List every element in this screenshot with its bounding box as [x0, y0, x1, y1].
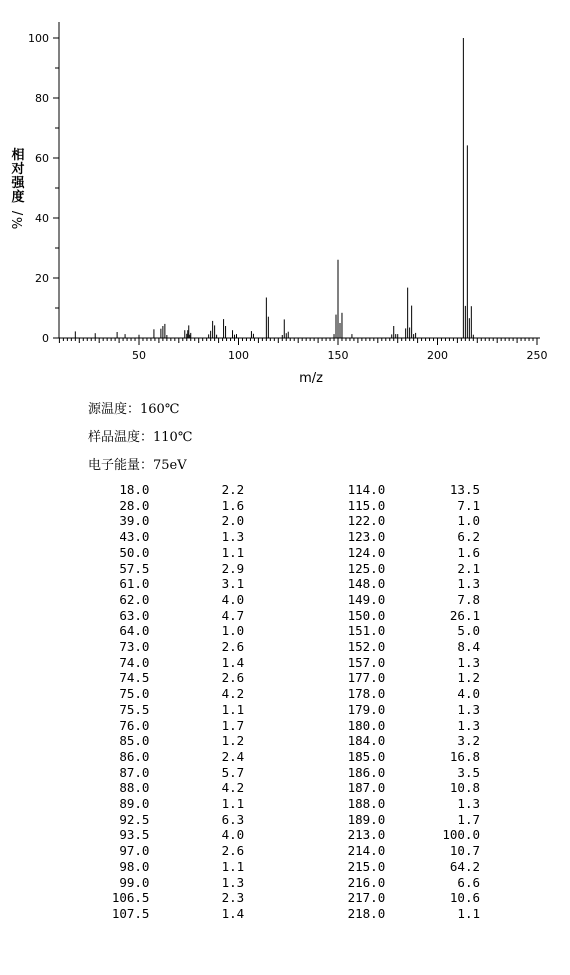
mz-cell: 28.0 — [119, 497, 150, 513]
intensity-cell: 1.6 — [457, 544, 480, 560]
mz-cell: 57.5 — [119, 560, 150, 576]
mz-cell: 74.0 — [119, 654, 150, 670]
mz-cell: 177.0 — [347, 670, 386, 686]
mz-cell: 99.0 — [119, 874, 150, 890]
x-tick-label: 100 — [228, 349, 249, 362]
intensity-cell: 3.2 — [457, 733, 480, 749]
table-row — [80, 482, 480, 498]
mz-cell: 178.0 — [347, 686, 386, 702]
mz-cell: 184.0 — [347, 733, 386, 749]
y-tick-label: 100 — [28, 32, 49, 45]
mz-cell: 151.0 — [347, 623, 386, 639]
table-row — [80, 670, 480, 686]
intensity-cell: 1.1 — [221, 544, 245, 560]
mz-cell: 157.0 — [347, 654, 386, 670]
mz-cell: 152.0 — [347, 639, 386, 655]
table-row — [80, 498, 480, 514]
mz-cell: 64.0 — [119, 623, 150, 639]
mz-cell: 122.0 — [347, 513, 386, 529]
mz-cell: 123.0 — [347, 529, 386, 545]
intensity-cell: 4.2 — [221, 686, 245, 702]
intensity-cell: 1.0 — [457, 513, 480, 529]
mz-cell: 85.0 — [119, 733, 150, 749]
mz-cell: 92.5 — [119, 811, 150, 827]
x-ticks — [59, 338, 547, 362]
table-row — [80, 639, 480, 655]
y-axis-title-char: 度 — [11, 190, 25, 205]
intensity-cell: 10.6 — [449, 890, 480, 906]
intensity-cell: 1.2 — [221, 733, 245, 749]
mz-cell: 124.0 — [347, 544, 386, 560]
intensity-cell: 6.3 — [221, 811, 245, 827]
intensity-cell: 2.6 — [221, 670, 245, 686]
mz-cell: 107.5 — [111, 905, 150, 921]
mz-cell: 88.0 — [119, 780, 150, 796]
y-tick-label: 20 — [35, 272, 49, 285]
mz-cell: 115.0 — [347, 497, 386, 513]
mass-spectrum-chart — [0, 0, 570, 395]
intensity-cell: 13.5 — [449, 482, 480, 497]
mz-cell: 148.0 — [347, 576, 386, 592]
mz-cell: 18.0 — [119, 482, 150, 497]
table-row — [80, 561, 480, 577]
intensity-cell: 1.3 — [457, 701, 480, 717]
mz-cell: 185.0 — [347, 748, 386, 764]
intensity-cell: 3.1 — [221, 576, 245, 592]
intensity-cell: 6.6 — [457, 874, 480, 890]
intensity-cell: 1.1 — [221, 796, 245, 812]
mz-cell: 150.0 — [347, 607, 386, 623]
table-row — [80, 890, 480, 906]
intensity-cell: 2.6 — [221, 843, 245, 859]
y-tick-label: 0 — [42, 332, 49, 345]
mz-cell: 180.0 — [347, 717, 386, 733]
mz-cell: 187.0 — [347, 780, 386, 796]
mz-cell: 106.5 — [111, 890, 150, 906]
mz-cell: 188.0 — [347, 796, 386, 812]
x-axis-title: m/z — [299, 371, 323, 386]
spectrum-bars — [75, 38, 473, 338]
x-tick-label: 50 — [132, 349, 146, 362]
table-row — [80, 576, 480, 592]
mz-cell: 86.0 — [119, 748, 150, 764]
intensity-cell: 4.0 — [221, 591, 245, 607]
table-row — [80, 827, 480, 843]
intensity-cell: 2.6 — [221, 639, 245, 655]
table-row — [80, 843, 480, 859]
peak-table — [80, 482, 480, 922]
intensity-cell: 26.1 — [449, 607, 480, 623]
table-row — [80, 608, 480, 624]
intensity-cell: 2.9 — [221, 560, 245, 576]
intensity-cell: 7.1 — [457, 497, 480, 513]
mz-cell: 87.0 — [119, 764, 150, 780]
x-tick-label: 150 — [327, 349, 349, 362]
mz-cell: 75.0 — [119, 686, 150, 702]
y-tick-label: 40 — [35, 212, 49, 225]
y-axis-title-char: 相 — [11, 148, 25, 163]
table-row — [80, 592, 480, 608]
source-temperature: 源温度：160℃ — [88, 402, 180, 417]
table-row — [80, 765, 480, 781]
intensity-cell: 16.8 — [449, 748, 480, 764]
mz-cell: 186.0 — [347, 764, 386, 780]
intensity-cell: 1.0 — [221, 623, 245, 639]
mz-cell: 215.0 — [347, 858, 386, 874]
intensity-cell: 4.0 — [221, 827, 245, 843]
intensity-cell: 3.5 — [457, 764, 480, 780]
mz-cell: 216.0 — [347, 874, 386, 890]
intensity-cell: 7.8 — [457, 591, 480, 607]
mz-cell: 97.0 — [119, 843, 150, 859]
mz-cell: 217.0 — [347, 890, 386, 906]
y-axis-title-char: / — [11, 210, 26, 216]
table-row — [80, 780, 480, 796]
table-row — [80, 733, 480, 749]
intensity-cell: 1.1 — [221, 701, 245, 717]
mz-cell: 218.0 — [347, 905, 386, 921]
sample-temperature: 样品温度：110℃ — [88, 430, 193, 445]
table-row — [80, 875, 480, 891]
mz-cell: 63.0 — [119, 607, 150, 623]
intensity-cell: 1.3 — [221, 874, 245, 890]
mz-cell: 62.0 — [119, 591, 150, 607]
mz-cell: 76.0 — [119, 717, 150, 733]
mz-cell: 43.0 — [119, 529, 150, 545]
mz-cell: 98.0 — [119, 858, 150, 874]
y-ticks — [28, 32, 59, 345]
mz-cell: 74.5 — [119, 670, 150, 686]
mz-cell: 179.0 — [347, 701, 386, 717]
table-row — [80, 545, 480, 561]
intensity-cell: 100.0 — [442, 827, 480, 843]
table-row — [80, 812, 480, 828]
mz-cell: 125.0 — [347, 560, 386, 576]
intensity-cell: 1.2 — [457, 670, 480, 686]
table-row — [80, 702, 480, 718]
intensity-cell: 1.7 — [457, 811, 480, 827]
mz-cell: 73.0 — [119, 639, 150, 655]
intensity-cell: 10.7 — [449, 843, 480, 859]
table-row — [80, 529, 480, 545]
intensity-cell: 2.2 — [221, 482, 245, 497]
mz-cell: 214.0 — [347, 843, 386, 859]
intensity-cell: 2.3 — [221, 890, 245, 906]
table-row — [80, 513, 480, 529]
intensity-cell: 1.1 — [457, 905, 480, 921]
intensity-cell: 1.1 — [221, 858, 245, 874]
intensity-cell: 1.7 — [221, 717, 245, 733]
intensity-cell: 1.3 — [457, 576, 480, 592]
intensity-cell: 4.7 — [221, 607, 245, 623]
table-row — [80, 623, 480, 639]
mz-cell: 50.0 — [119, 544, 150, 560]
intensity-cell: 2.1 — [457, 560, 480, 576]
intensity-cell: 4.0 — [457, 686, 480, 702]
table-row — [80, 859, 480, 875]
intensity-cell: 2.0 — [221, 513, 245, 529]
intensity-cell: 1.6 — [221, 497, 245, 513]
table-row — [80, 686, 480, 702]
electron-energy: 电子能量：75eV — [88, 458, 187, 473]
y-tick-label: 80 — [35, 92, 49, 105]
mz-cell: 61.0 — [119, 576, 150, 592]
intensity-cell: 1.3 — [457, 796, 480, 812]
intensity-cell: 8.4 — [457, 639, 480, 655]
table-row — [80, 749, 480, 765]
mz-cell: 75.5 — [119, 701, 150, 717]
mz-cell: 93.5 — [119, 827, 150, 843]
y-axis-title-char: 对 — [11, 162, 25, 177]
y-axis-title-char: % — [11, 216, 26, 230]
table-row — [80, 906, 480, 922]
intensity-cell: 10.8 — [449, 780, 480, 796]
table-row — [80, 796, 480, 812]
intensity-cell: 1.4 — [221, 654, 245, 670]
y-axis-title-char: 强 — [11, 176, 25, 191]
mz-cell: 149.0 — [347, 591, 386, 607]
intensity-cell: 5.0 — [457, 623, 480, 639]
mz-cell: 189.0 — [347, 811, 386, 827]
intensity-cell: 5.7 — [221, 764, 245, 780]
intensity-cell: 64.2 — [449, 858, 480, 874]
y-axis-title — [10, 147, 26, 229]
intensity-cell: 1.3 — [457, 654, 480, 670]
mz-cell: 114.0 — [347, 482, 386, 497]
intensity-cell: 6.2 — [457, 529, 480, 545]
x-tick-label: 250 — [526, 349, 548, 362]
mz-cell: 213.0 — [347, 827, 386, 843]
intensity-cell: 1.3 — [457, 717, 480, 733]
intensity-cell: 2.4 — [221, 748, 245, 764]
intensity-cell: 1.4 — [221, 905, 245, 921]
y-tick-label: 60 — [35, 152, 49, 165]
mz-cell: 39.0 — [119, 513, 150, 529]
intensity-cell: 1.3 — [221, 529, 245, 545]
mz-cell: 89.0 — [119, 796, 150, 812]
table-row — [80, 655, 480, 671]
intensity-cell: 4.2 — [221, 780, 245, 796]
table-row — [80, 718, 480, 734]
x-tick-label: 200 — [427, 349, 448, 362]
